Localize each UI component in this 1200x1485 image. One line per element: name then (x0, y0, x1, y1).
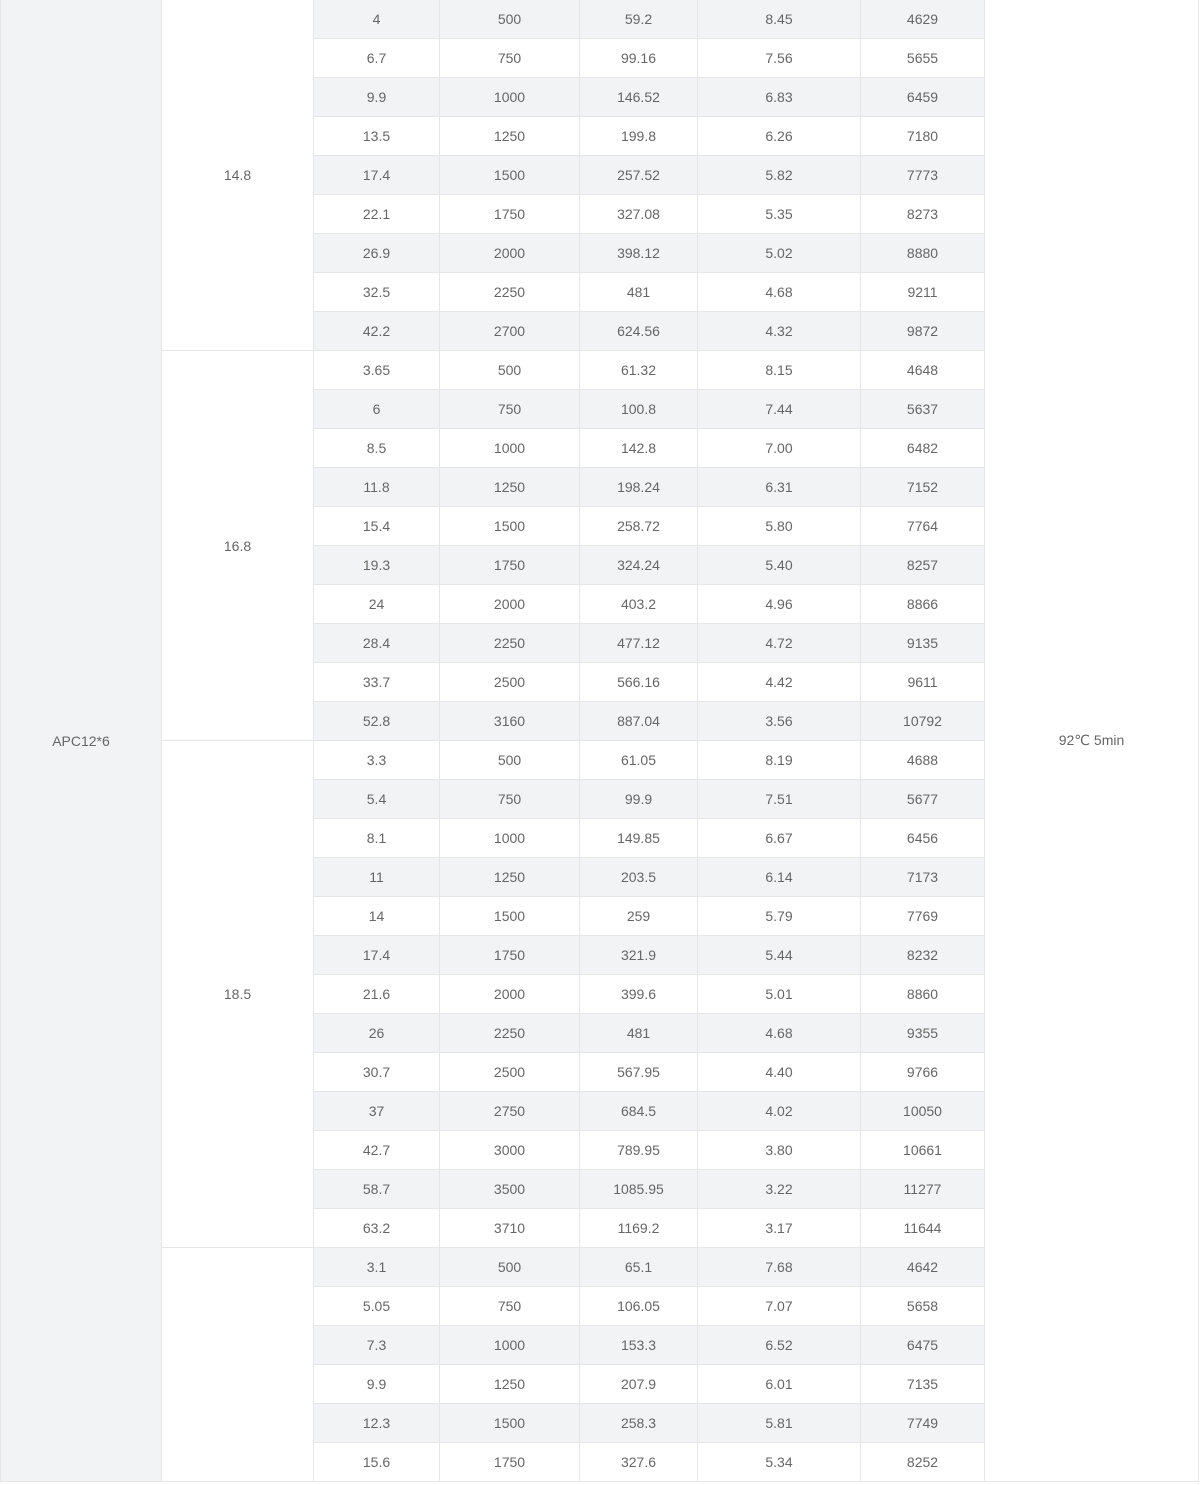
data-cell: 14 (314, 897, 440, 936)
data-cell: 5677 (861, 780, 985, 819)
data-cell: 4 (314, 0, 440, 39)
data-cell: 30.7 (314, 1053, 440, 1092)
data-cell: 4688 (861, 741, 985, 780)
table-body (1, 0, 1199, 1482)
data-cell: 11.8 (314, 468, 440, 507)
data-cell: 61.05 (580, 741, 698, 780)
data-cell: 9135 (861, 624, 985, 663)
data-cell: 481 (580, 1014, 698, 1053)
data-cell: 7764 (861, 507, 985, 546)
data-cell: 327.6 (580, 1443, 698, 1482)
data-cell: 99.16 (580, 39, 698, 78)
data-cell: 1000 (440, 819, 580, 858)
data-cell: 28.4 (314, 624, 440, 663)
data-cell: 198.24 (580, 468, 698, 507)
data-cell: 1250 (440, 1365, 580, 1404)
data-cell: 4.72 (698, 624, 861, 663)
data-cell: 99.9 (580, 780, 698, 819)
data-cell: 207.9 (580, 1365, 698, 1404)
data-cell: 3.56 (698, 702, 861, 741)
data-cell: 6.31 (698, 468, 861, 507)
data-cell: 6475 (861, 1326, 985, 1365)
data-cell: 5.05 (314, 1287, 440, 1326)
data-cell: 6.01 (698, 1365, 861, 1404)
data-cell: 8.15 (698, 351, 861, 390)
data-cell: 2000 (440, 585, 580, 624)
data-cell: 789.95 (580, 1131, 698, 1170)
data-cell: 7769 (861, 897, 985, 936)
data-cell: 7.44 (698, 390, 861, 429)
data-cell: 2000 (440, 975, 580, 1014)
data-cell: 7.68 (698, 1248, 861, 1287)
data-cell: 9211 (861, 273, 985, 312)
data-cell: 3.22 (698, 1170, 861, 1209)
data-cell: 19.3 (314, 546, 440, 585)
data-cell: 5.80 (698, 507, 861, 546)
data-cell: 2500 (440, 663, 580, 702)
data-cell: 3.3 (314, 741, 440, 780)
data-cell: 567.95 (580, 1053, 698, 1092)
data-cell: 106.05 (580, 1287, 698, 1326)
data-cell: 65.1 (580, 1248, 698, 1287)
data-cell: 8232 (861, 936, 985, 975)
data-cell: 324.24 (580, 546, 698, 585)
data-cell: 7.51 (698, 780, 861, 819)
data-cell: 3160 (440, 702, 580, 741)
data-cell: 15.4 (314, 507, 440, 546)
test-condition-cell: 92℃ 5min (985, 0, 1199, 1482)
data-cell: 750 (440, 780, 580, 819)
data-cell: 17.4 (314, 936, 440, 975)
data-cell: 1500 (440, 1404, 580, 1443)
data-cell: 2750 (440, 1092, 580, 1131)
data-cell: 8.1 (314, 819, 440, 858)
data-cell: 4.68 (698, 273, 861, 312)
data-cell: 5.81 (698, 1404, 861, 1443)
data-cell: 4.96 (698, 585, 861, 624)
data-cell: 11 (314, 858, 440, 897)
data-cell: 7173 (861, 858, 985, 897)
data-cell: 7.00 (698, 429, 861, 468)
data-cell: 1169.2 (580, 1209, 698, 1248)
data-cell: 26 (314, 1014, 440, 1053)
data-cell: 7773 (861, 156, 985, 195)
data-cell: 2700 (440, 312, 580, 351)
data-cell: 3.80 (698, 1131, 861, 1170)
data-cell: 7135 (861, 1365, 985, 1404)
data-cell: 11277 (861, 1170, 985, 1209)
data-cell: 37 (314, 1092, 440, 1131)
data-cell: 5.35 (698, 195, 861, 234)
data-cell: 8252 (861, 1443, 985, 1482)
data-cell: 399.6 (580, 975, 698, 1014)
model-cell: APC12*6 (1, 0, 162, 1482)
data-cell: 1750 (440, 936, 580, 975)
data-cell: 258.72 (580, 507, 698, 546)
data-cell: 4.40 (698, 1053, 861, 1092)
data-cell: 887.04 (580, 702, 698, 741)
data-cell: 6.83 (698, 78, 861, 117)
data-cell: 6.52 (698, 1326, 861, 1365)
data-cell: 8273 (861, 195, 985, 234)
data-cell: 4642 (861, 1248, 985, 1287)
data-cell: 8257 (861, 546, 985, 585)
data-cell: 1000 (440, 429, 580, 468)
data-cell: 1500 (440, 156, 580, 195)
data-cell: 5.40 (698, 546, 861, 585)
data-cell: 5.01 (698, 975, 861, 1014)
data-cell: 5637 (861, 390, 985, 429)
data-cell: 6482 (861, 429, 985, 468)
data-cell: 2000 (440, 234, 580, 273)
data-cell: 5655 (861, 39, 985, 78)
data-cell: 9355 (861, 1014, 985, 1053)
data-cell: 24 (314, 585, 440, 624)
data-cell: 203.5 (580, 858, 698, 897)
data-cell: 257.52 (580, 156, 698, 195)
data-cell: 566.16 (580, 663, 698, 702)
data-cell: 9.9 (314, 1365, 440, 1404)
data-cell: 5658 (861, 1287, 985, 1326)
data-cell: 5.82 (698, 156, 861, 195)
data-cell: 2250 (440, 273, 580, 312)
data-cell: 8.5 (314, 429, 440, 468)
data-cell: 11644 (861, 1209, 985, 1248)
data-cell: 1250 (440, 468, 580, 507)
data-cell: 52.8 (314, 702, 440, 741)
data-cell: 3710 (440, 1209, 580, 1248)
data-cell: 2250 (440, 1014, 580, 1053)
data-cell: 398.12 (580, 234, 698, 273)
data-cell: 1750 (440, 1443, 580, 1482)
data-cell: 8.19 (698, 741, 861, 780)
data-cell: 59.2 (580, 0, 698, 39)
data-cell: 63.2 (314, 1209, 440, 1248)
data-cell: 7152 (861, 468, 985, 507)
data-cell: 259 (580, 897, 698, 936)
data-cell: 10792 (861, 702, 985, 741)
voltage-cell: 16.8 (162, 351, 314, 741)
data-cell: 153.3 (580, 1326, 698, 1365)
data-cell: 2250 (440, 624, 580, 663)
data-cell: 5.79 (698, 897, 861, 936)
data-cell: 1000 (440, 78, 580, 117)
data-cell: 481 (580, 273, 698, 312)
data-cell: 22.1 (314, 195, 440, 234)
data-cell: 10661 (861, 1131, 985, 1170)
data-cell: 500 (440, 0, 580, 39)
data-cell: 8880 (861, 234, 985, 273)
voltage-cell: 14.8 (162, 0, 314, 351)
data-cell: 4648 (861, 351, 985, 390)
data-cell: 3.1 (314, 1248, 440, 1287)
data-cell: 321.9 (580, 936, 698, 975)
data-cell: 142.8 (580, 429, 698, 468)
data-cell: 149.85 (580, 819, 698, 858)
data-cell: 12.3 (314, 1404, 440, 1443)
data-cell: 750 (440, 390, 580, 429)
data-cell: 8866 (861, 585, 985, 624)
data-cell: 5.44 (698, 936, 861, 975)
data-cell: 6.67 (698, 819, 861, 858)
data-cell: 2500 (440, 1053, 580, 1092)
table-row (1, 0, 1199, 39)
data-cell: 4.42 (698, 663, 861, 702)
data-cell: 1750 (440, 546, 580, 585)
data-cell: 6459 (861, 78, 985, 117)
data-cell: 3500 (440, 1170, 580, 1209)
data-cell: 199.8 (580, 117, 698, 156)
data-cell: 3.65 (314, 351, 440, 390)
data-cell: 6456 (861, 819, 985, 858)
voltage-cell: 18.5 (162, 741, 314, 1248)
data-cell: 33.7 (314, 663, 440, 702)
data-cell: 1250 (440, 117, 580, 156)
data-cell: 1000 (440, 1326, 580, 1365)
data-cell: 5.34 (698, 1443, 861, 1482)
data-cell: 6 (314, 390, 440, 429)
data-cell: 624.56 (580, 312, 698, 351)
data-cell: 500 (440, 1248, 580, 1287)
data-cell: 6.7 (314, 39, 440, 78)
data-cell: 61.32 (580, 351, 698, 390)
data-cell: 100.8 (580, 390, 698, 429)
data-cell: 21.6 (314, 975, 440, 1014)
data-cell: 7.3 (314, 1326, 440, 1365)
data-cell: 42.7 (314, 1131, 440, 1170)
data-cell: 1085.95 (580, 1170, 698, 1209)
data-cell: 403.2 (580, 585, 698, 624)
data-cell: 17.4 (314, 156, 440, 195)
data-cell: 15.6 (314, 1443, 440, 1482)
data-cell: 9.9 (314, 78, 440, 117)
data-cell: 9872 (861, 312, 985, 351)
data-cell: 26.9 (314, 234, 440, 273)
data-cell: 10050 (861, 1092, 985, 1131)
data-cell: 3000 (440, 1131, 580, 1170)
data-cell: 327.08 (580, 195, 698, 234)
data-cell: 6.26 (698, 117, 861, 156)
data-cell: 7180 (861, 117, 985, 156)
data-cell: 13.5 (314, 117, 440, 156)
data-cell: 4629 (861, 0, 985, 39)
data-cell: 7749 (861, 1404, 985, 1443)
data-cell: 684.5 (580, 1092, 698, 1131)
voltage-cell (162, 1248, 314, 1482)
data-cell: 58.7 (314, 1170, 440, 1209)
data-cell: 7.56 (698, 39, 861, 78)
data-cell: 1500 (440, 507, 580, 546)
data-cell: 4.68 (698, 1014, 861, 1053)
data-cell: 9611 (861, 663, 985, 702)
data-cell: 258.3 (580, 1404, 698, 1443)
data-cell: 146.52 (580, 78, 698, 117)
data-cell: 5.4 (314, 780, 440, 819)
data-cell: 477.12 (580, 624, 698, 663)
data-cell: 8860 (861, 975, 985, 1014)
data-cell: 750 (440, 39, 580, 78)
data-cell: 7.07 (698, 1287, 861, 1326)
data-cell: 1500 (440, 897, 580, 936)
data-cell: 8.45 (698, 0, 861, 39)
data-cell: 4.02 (698, 1092, 861, 1131)
data-cell: 4.32 (698, 312, 861, 351)
data-cell: 6.14 (698, 858, 861, 897)
data-cell: 5.02 (698, 234, 861, 273)
data-cell: 3.17 (698, 1209, 861, 1248)
data-cell: 42.2 (314, 312, 440, 351)
data-cell: 1250 (440, 858, 580, 897)
data-cell: 32.5 (314, 273, 440, 312)
data-cell: 500 (440, 351, 580, 390)
data-cell: 9766 (861, 1053, 985, 1092)
data-cell: 750 (440, 1287, 580, 1326)
data-cell: 1750 (440, 195, 580, 234)
data-cell: 500 (440, 741, 580, 780)
